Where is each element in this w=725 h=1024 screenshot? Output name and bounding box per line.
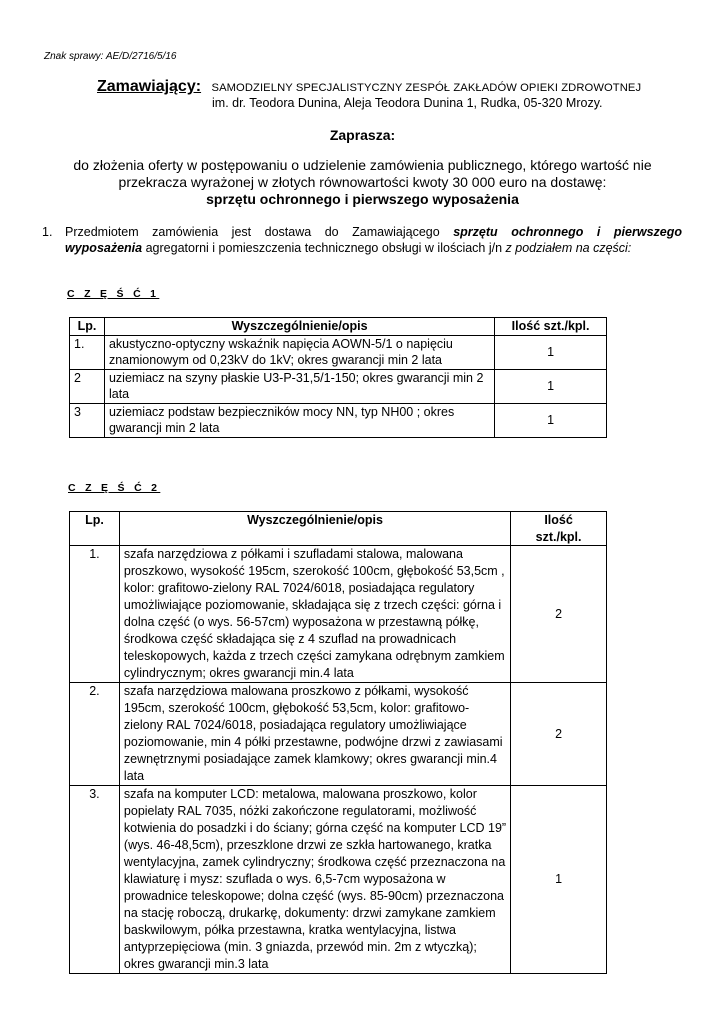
orderer-address: im. dr. Teodora Dunina, Aleja Teodora Dunina 1, Rudka, 05-320 Mrozy.	[212, 96, 603, 110]
intro-subject: sprzętu ochronnego i pierwszego wyposażenia	[206, 191, 519, 207]
part-1-title: C Z Ę Ś Ć 1	[67, 288, 160, 300]
col-lp-header: Lp.	[70, 512, 120, 546]
item-text-bold-2: wyposażenia	[65, 241, 143, 255]
row-qty: 2	[511, 683, 607, 786]
orderer-label: Zamawiający:	[97, 78, 202, 95]
row-lp: 1.	[70, 546, 120, 683]
table-row	[70, 683, 607, 786]
item-text-line-1	[65, 224, 682, 240]
invite-heading: Zaprasza:	[329, 127, 396, 143]
intro-paragraph	[30, 157, 695, 208]
item-text-italic: z podziałem na części:	[505, 241, 632, 255]
item-text-line-2	[65, 240, 682, 256]
intro-line-1: do złożenia oferty w postępowaniu o udzielenie zamówienia publicznego, którego wartość nie	[73, 157, 652, 173]
row-qty: 1	[511, 786, 607, 974]
col-qty-header: Ilość szt./kpl.	[495, 318, 607, 336]
table-row	[70, 369, 607, 403]
row-lp: 3.	[70, 786, 120, 974]
part-2-table	[69, 511, 607, 974]
item-text-bold: sprzętu ochronnego i pierwszego	[453, 225, 682, 239]
row-qty: 2	[511, 546, 607, 683]
col-qty-header	[511, 512, 607, 546]
qty-header-line-1: Ilość	[544, 513, 573, 527]
orderer-header	[97, 78, 641, 96]
item-number: 1.	[42, 225, 53, 239]
part-2-title: C Z Ę Ś Ć 2	[68, 482, 161, 494]
row-desc: szafa narzędziowa malowana proszkowo z półkami, wysokość 195cm, szerokość 100cm, głębokość 53,5cm, kolor: grafitowo-zielony RAL 7024/6018, posiadająca regulatory umożliwiające poziomowanie, min 4 półki przestawne, podwójne drzwi z zawiasami zewnętrznymi posiadające zamek klamkowy; okres gwarancji min.4 lata	[119, 683, 510, 786]
col-desc-header: Wyszczególnienie/opis	[119, 512, 510, 546]
table-header-row	[70, 318, 607, 336]
row-qty: 1	[495, 369, 607, 403]
col-desc-header: Wyszczególnienie/opis	[104, 318, 494, 336]
row-desc: uziemiacz na szyny płaskie U3-P-31,5/1-150; okres gwarancji min 2 lata	[104, 369, 494, 403]
row-lp: 2	[70, 369, 105, 403]
case-reference: Znak sprawy: AE/D/2716/5/16	[44, 51, 177, 62]
part-1-table	[69, 317, 607, 438]
item-text-plain: Przedmiotem zamówienia jest dostawa do Zamawiającego	[65, 225, 454, 239]
table-row	[70, 546, 607, 683]
row-qty: 1	[495, 403, 607, 437]
item-text-plain-2: agregatorni i pomieszczenia technicznego obsługi w ilościach j/n	[142, 241, 506, 255]
row-lp: 3	[70, 403, 105, 437]
row-desc: szafa na komputer LCD: metalowa, malowana proszkowo, kolor popielaty RAL 7035, nóżki zakończone regulatorami, możliwość kotwienia do posadzki i do ściany; górna część na komputer LCD 19” (wys. 46-48,5cm), przeszklone drzwi ze szkła hartowanego, kratka wentylacyjna, zamek cylindryczny; środkowa część przeznaczona na klawiaturę i mysz: szuflada o wys. 6,5-7cm wyposażona w prowadnice teleskopowe; dolna część (wys. 85-90cm) przeznaczona na stację roboczą, drukarkę, dokumenty: drzwi zamykane zamkiem baskwilowym, półka przestawna, kratka wentylacyjna, listwa antyprzepięciowa (min. 3 gniazda, przewód min. 2m z wtyczką); okres gwarancji min.3 lata	[119, 786, 510, 974]
row-lp: 1.	[70, 335, 105, 369]
qty-header-line-2: szt./kpl.	[535, 529, 582, 544]
item-1	[42, 224, 682, 256]
orderer-name: SAMODZIELNY SPECJALISTYCZNY ZESPÓŁ ZAKŁADÓW OPIEKI ZDROWOTNEJ	[211, 82, 642, 94]
table-header-row	[70, 512, 607, 546]
table-row	[70, 335, 607, 369]
col-lp-header: Lp.	[70, 318, 105, 336]
row-desc: szafa narzędziowa z półkami i szufladami stalowa, malowana proszkowo, wysokość 195cm, szerokość 100cm, głębokość 53,5cm , kolor: grafitowo-zielony RAL 7024/6018, posiadająca regulatory umożliwiające poziomowanie, składająca się z trzech części: górna i dolna część (o wys. 56-57cm) wyposażona w przestawną półkę, środkowa część składająca się z 4 szuflad na prowadnicach teleskopowych, każda z trzech części zamykana odrębnym zamkiem cylindrycznym; okres gwarancji min.4 lata	[119, 546, 510, 683]
table-row	[70, 786, 607, 974]
row-qty: 1	[495, 335, 607, 369]
table-row	[70, 403, 607, 437]
row-desc: uziemiacz podstaw bezpieczników mocy NN, typ NH00 ; okres gwarancji min 2 lata	[104, 403, 494, 437]
intro-line-2: przekracza wyrażonej w złotych równowartości kwoty 30 000 euro na dostawę:	[118, 174, 607, 190]
row-lp: 2.	[70, 683, 120, 786]
row-desc: akustyczno-optyczny wskaźnik napięcia AOWN-5/1 o napięciu znamionowym od 0,23kV do 1kV; okres gwarancji min 2 lata	[104, 335, 494, 369]
